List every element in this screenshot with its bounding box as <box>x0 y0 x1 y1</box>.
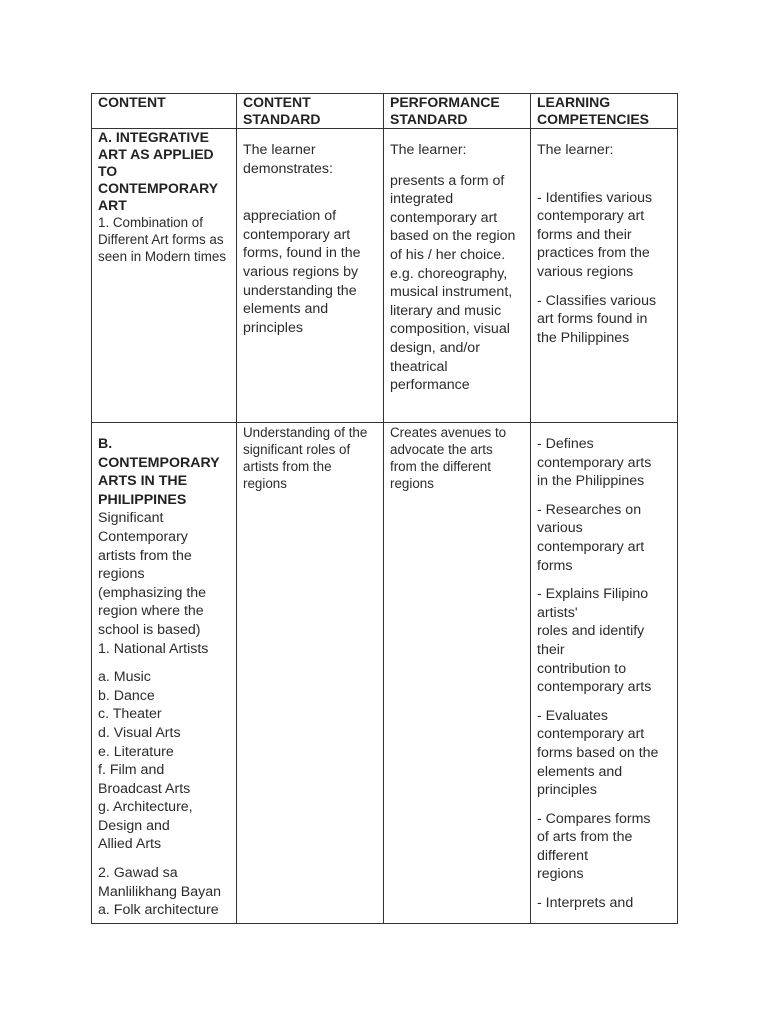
row-b-content-body: Significant Contemporary artists from the regions (emphasizing the region where the school is based) 1. National Artists <box>98 510 209 657</box>
row-b-competencies-cell <box>531 435 677 923</box>
row-b-competency: - Interprets and <box>537 895 634 912</box>
row-a-competencies-intro: The learner: <box>537 142 614 158</box>
row-a-competencies-cell <box>531 141 677 422</box>
row-a-content-item: 1. Combination of Different Art forms as seen in Modern times <box>98 215 227 264</box>
table-border-right <box>677 93 678 924</box>
row-a-content-cell <box>92 129 236 422</box>
row-b-content-list: a. Music b. Dance c. Theater d. Visual Arts e. Literature f. Film and Broadcast Arts g. Architecture, Design and Allied Arts <box>98 669 193 853</box>
row-b-performance-standard: Creates avenues to advocate the arts from the different regions <box>390 425 507 491</box>
row-a-content-standard-body: appreciation of contemporary art forms, found in the various regions by understanding the elements and principles <box>243 208 361 336</box>
row-b-content-heading: B. CONTEMPORARY ARTS IN THE PHILIPPINES <box>98 436 220 508</box>
header-learning-competencies: LEARNING COMPETENCIES <box>537 94 650 127</box>
row-divider <box>91 422 678 423</box>
row-a-content-heading: A. INTEGRATIVE ART AS APPLIED TO CONTEMPORARY ART <box>98 129 219 213</box>
row-b-competency: - Evaluates contemporary art forms based on the elements and principles <box>537 707 659 799</box>
row-b-content-cell <box>92 435 236 923</box>
curriculum-table <box>91 93 678 924</box>
row-a-performance-intro: The learner: <box>390 142 467 158</box>
row-a-performance-cell <box>384 141 530 422</box>
header-content-standard: CONTENT STANDARD <box>243 94 321 127</box>
row-a-content-standard-cell <box>237 141 383 422</box>
row-b-competency: - Defines contemporary arts in the Philippines <box>537 436 652 490</box>
row-b-content-standard: Understanding of the significant roles of artists from the regions <box>243 425 368 491</box>
row-a-competency: - Identifies various contemporary art forms and their practices from the various regions <box>537 189 653 280</box>
header-content: CONTENT <box>98 94 166 110</box>
header-performance-standard: PERFORMANCE STANDARD <box>390 94 500 127</box>
row-b-competency: - Compares forms of arts from the different regions <box>537 810 651 883</box>
row-a-performance-body: presents a form of integrated contemporary art based on the region of his / her choice. e.g. choreography, musical instrument, literary and music composition, visual design, and/or theatrical performance <box>390 172 516 394</box>
row-b-competency: - Researches on various contemporary art forms <box>537 501 645 574</box>
row-b-content-item2: 2. Gawad sa Manlilikhang Bayan a. Folk architecture <box>98 865 222 919</box>
table-border-bottom <box>91 923 678 924</box>
row-a-competency: - Classifies various art forms found in the Philippines <box>537 292 657 346</box>
row-b-competency: - Explains Filipino artists' roles and identify their contribution to contemporary arts <box>537 586 652 696</box>
row-a-content-standard-intro: The learner demonstrates: <box>243 142 333 177</box>
